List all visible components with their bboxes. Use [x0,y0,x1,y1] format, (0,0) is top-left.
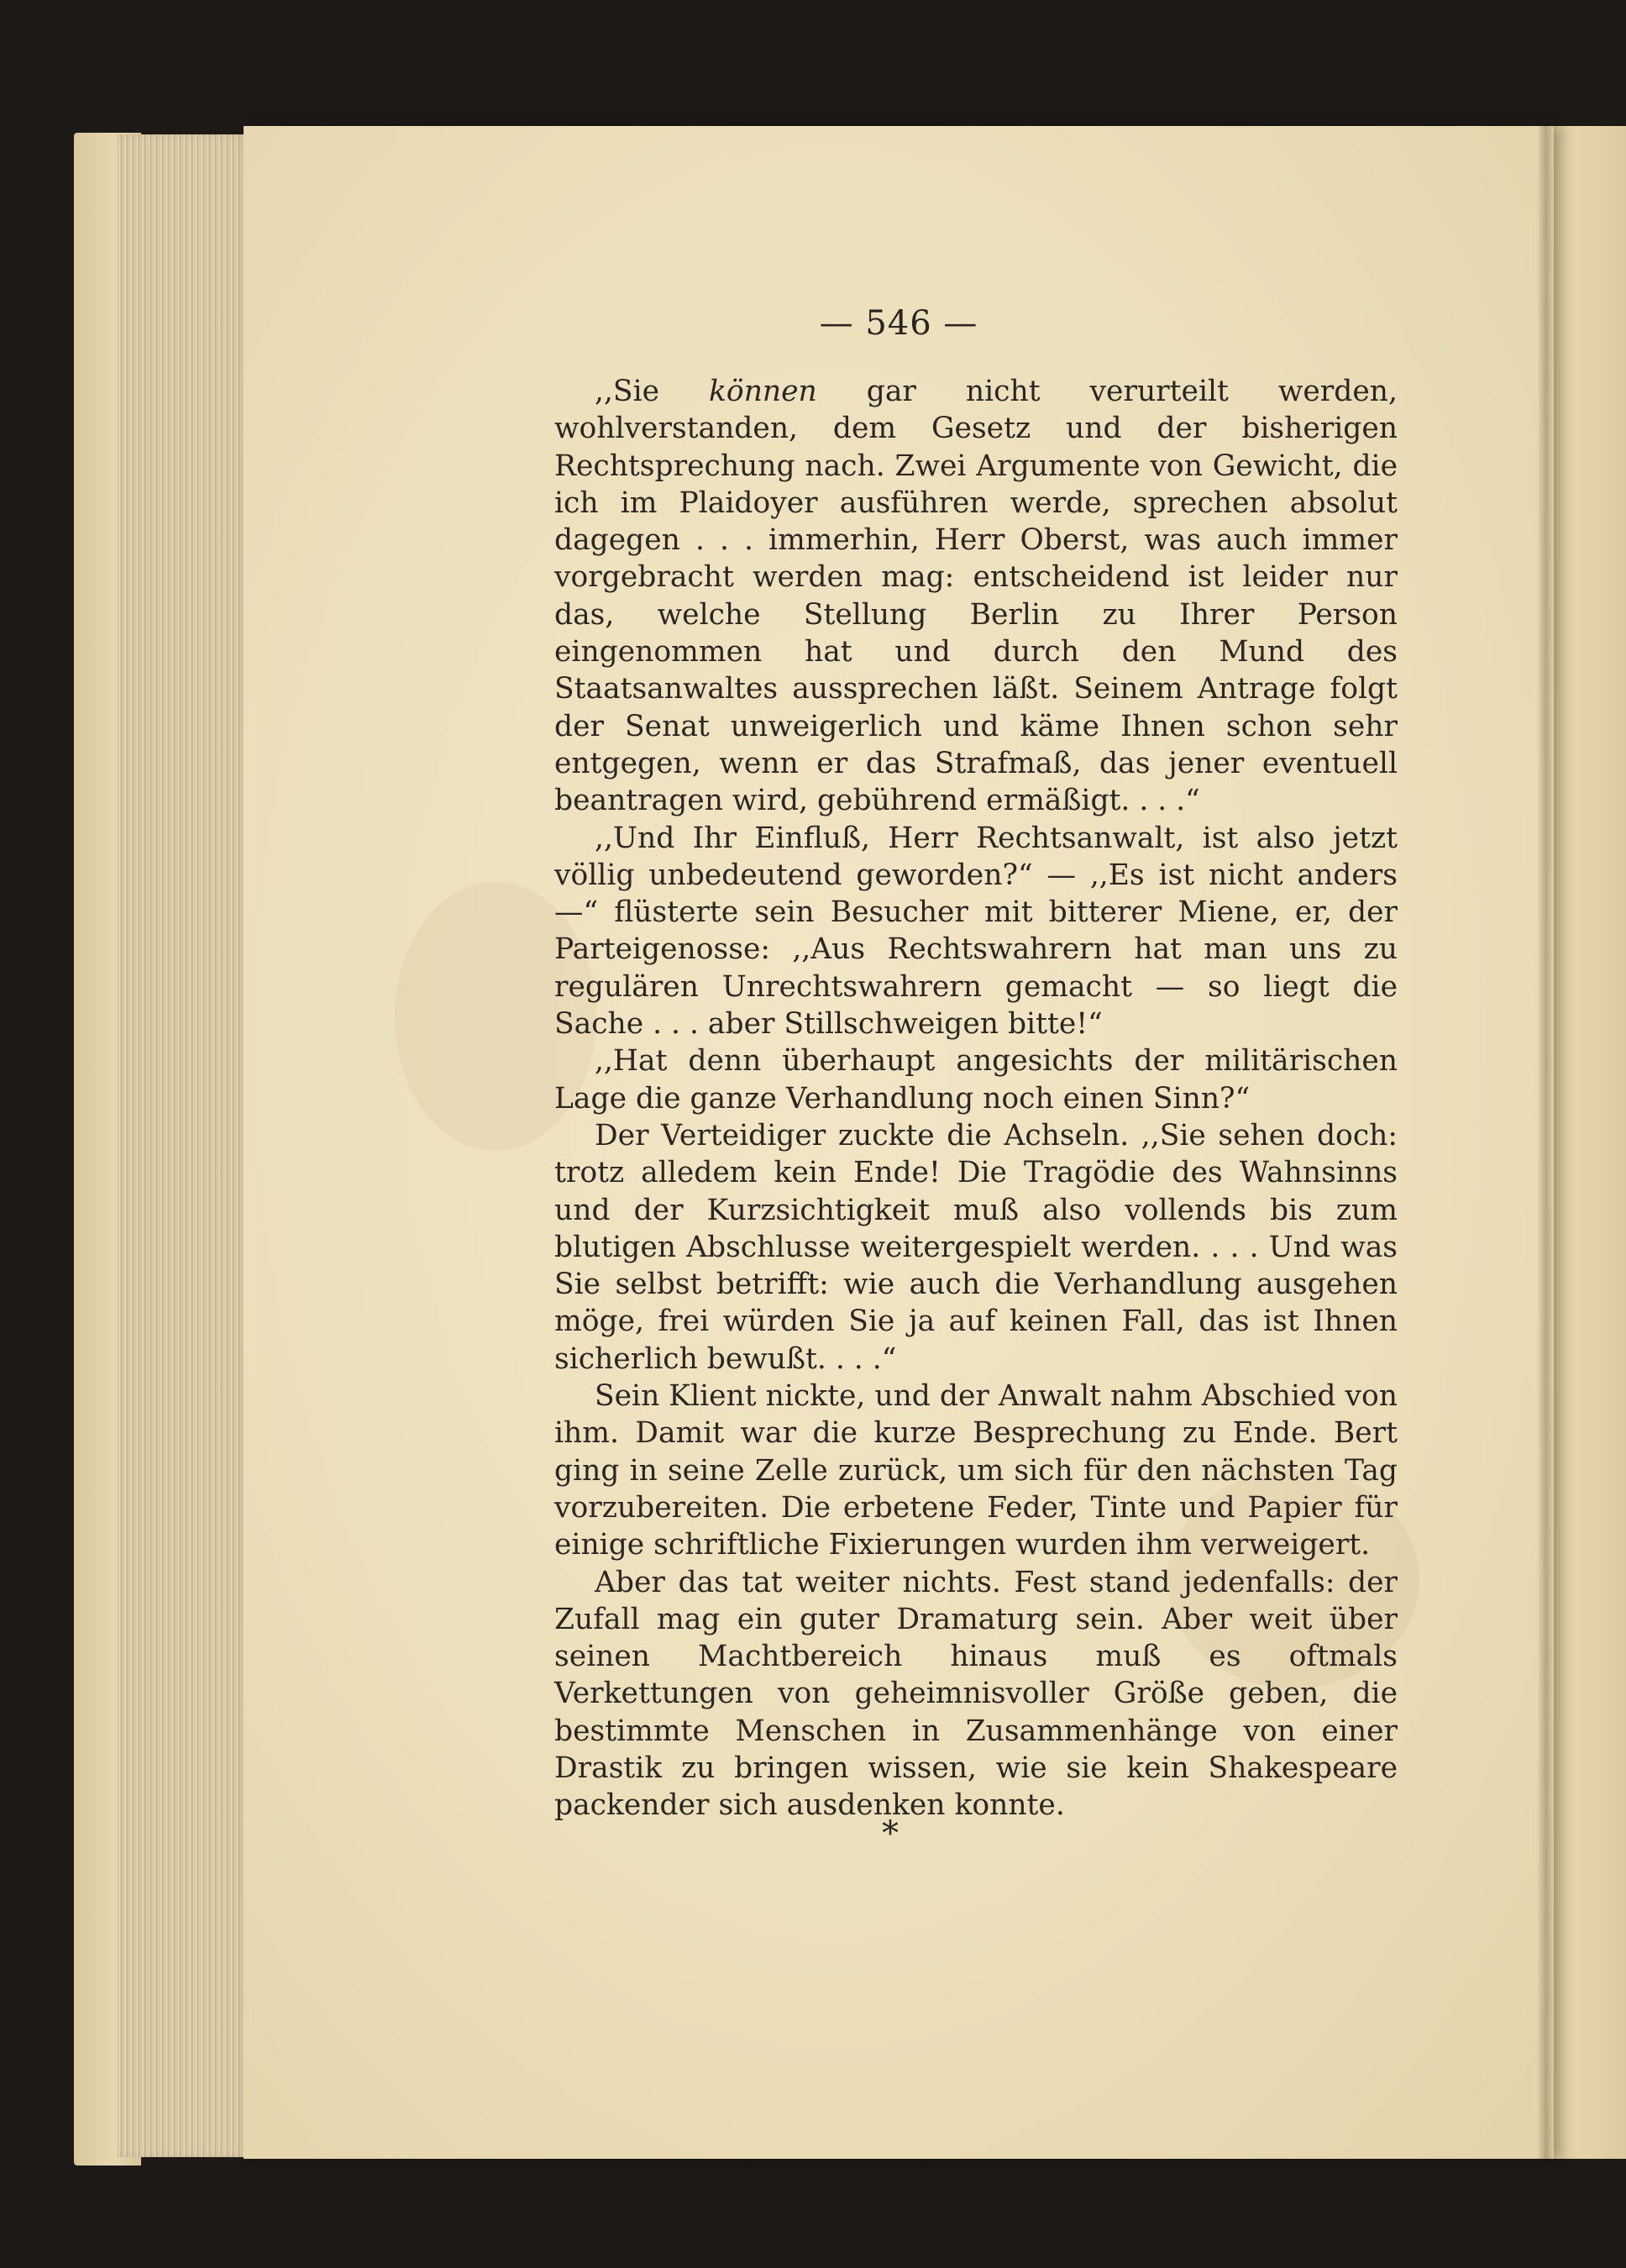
paragraph: Der Verteidiger zuckte die Achseln. ,,Sie sehen doch: trotz alledem kein Ende! Die Tragödie des Wahnsinns und der Kurzsichtigkeit muß also vollends bis zum blutigen Abschlusse weitergespielt werden. . . . Und was Sie selbst betrifft: wie auch die Verhandlung ausgehen möge, frei würden Sie ja auf keinen Fall, das ist Ihnen sicherlich bewußt. . . .“ [554,1118,1398,1376]
paragraph-text: gar nicht verurteilt werden, wohlverstanden, dem Gesetz und der bisherigen Rechtsprechung nach. Zwei Argumente von Gewicht, die ich im Plaidoyer ausführen werde, sprechen absolut dagegen . . . immerhin, Herr Oberst, was auch immer vorgebracht werden mag: entscheidend ist leider nur das, welche Stellung Berlin zu Ihrer Person eingenommen hat und durch den Mund des Staatsanwaltes aussprechen läßt. Seinem Antrage folgt der Senat unweigerlich und käme Ihnen schon sehr entgegen, wenn er das Strafmaß, das jener eventuell beantragen wird, gebührend ermäßigt. . . .“ [554,375,1398,818]
page-stack-edges [118,134,252,2157]
paragraph: Sein Klient nickte, und der Anwalt nahm Abschied von ihm. Damit war die kurze Besprechung zu Ende. Bert ging in seine Zelle zurück, um sich für den nächsten Tag vorzubereiten. Die erbetene Feder, Tinte und Papier für einige schriftliche Fixierungen wurden ihm verweigert. [554,1379,1398,1562]
page-number: — 546 — [819,304,978,343]
paragraph: Aber das tat weiter nichts. Fest stand jedenfalls: der Zufall mag ein guter Dramaturg sein. Aber weit über seinen Machtbereich hinaus muß es oftmals Verkettungen von geheimnisvoller Größe geben, die bestimmte Menschen in Zusammenhänge von einer Drastik zu bringen wissen, wie sie kein Shakespeare packender sich ausdenken konnte. [554,1565,1398,1823]
paragraph [554,373,1398,820]
paragraph: ,,Hat denn überhaupt angesichts der militärischen Lage die ganze Verhandlung noch einen Sinn?“ [554,1044,1398,1116]
paragraph: ,,Und Ihr Einfluß, Herr Rechtsanwalt, ist also jetzt völlig unbedeutend geworden?“ — ,,Es ist nicht anders —“ flüsterte sein Besucher mit bitterer Miene, er, der Parteigenosse: ,,Aus Rechtswahrern hat man uns zu regulären Unrechtswahrern gemacht — so liegt die Sache . . . aber Stillschweigen bitte!“ [554,821,1398,1042]
facing-page-edge [1545,126,1626,2159]
emphasis-text: können [709,375,817,408]
section-break-asterisk: * [882,1814,899,1853]
paragraph-text: ,,Sie [595,375,710,408]
page-text [554,373,1398,1824]
book-gutter [1537,126,1555,2159]
